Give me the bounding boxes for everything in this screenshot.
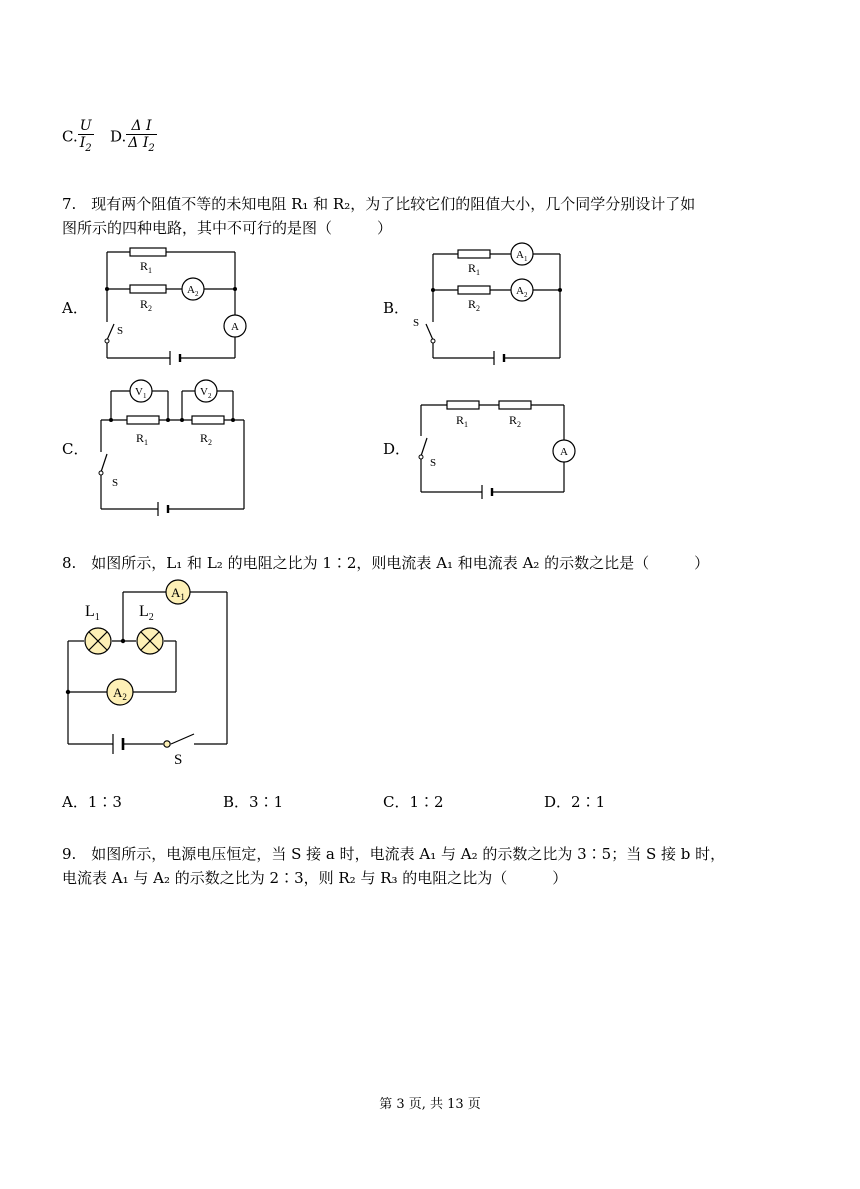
q9-question-line1: 9. 如图所示，电源电压恒定，当 S 接 a 时，电流表 A₁ 与 A₂ 的示数之比为 3∶5；当 S 接 b 时， — [62, 845, 726, 863]
q7b-label-s: S — [413, 317, 420, 329]
q7-option-d-label: D． — [383, 440, 411, 458]
q7d-resistor-r2 — [499, 401, 531, 409]
q6-option-d-denominator: Δ I — [128, 135, 149, 151]
q8-label-s: S — [174, 752, 183, 768]
q8-choice-d: D．2∶1 — [544, 793, 606, 811]
q8-choice-a: A．1∶3 — [62, 793, 122, 811]
q7-option-c-label: C． — [62, 440, 89, 458]
q7b-label-a1: $A_1$ — [516, 249, 528, 263]
q7a-label-a: A — [231, 321, 239, 333]
q7-option-b-label: B． — [383, 299, 410, 317]
q6-option-c-denominator: I — [79, 135, 86, 151]
q8-question: 8. 如图所示，L₁ 和 L₂ 的电阻之比为 1∶2，则电流表 A₁ 和电流表 A₂ 的示数之比是（ ） — [62, 554, 710, 572]
q7d-label-r1: $R_1$ — [456, 413, 469, 429]
q8-label-l1: $L_1$ — [85, 603, 100, 623]
q7-circuit-d — [414, 396, 576, 500]
q7c-label-r2: $R_2$ — [200, 431, 213, 447]
q7-question-line2: 图所示的四种电路，其中不可行的是图（ ） — [62, 219, 393, 237]
q7c-label-s: S — [112, 477, 119, 489]
q8-choice-b: B．3∶1 — [223, 793, 284, 811]
q7d-label-s: S — [430, 457, 437, 469]
q7c-resistor-r1 — [127, 416, 159, 424]
q7d-label-a: A — [560, 446, 568, 458]
q6-option-d-label: D. — [110, 127, 127, 146]
q6-option-c — [62, 118, 94, 157]
q7a-label-a2: $A_2$ — [187, 284, 199, 298]
q7a-label-r2: $R_2$ — [140, 297, 153, 313]
q7c-label-v1: $V_1$ — [135, 386, 147, 400]
q7b-label-r2: $R_2$ — [468, 297, 481, 313]
q6-option-c-fraction — [78, 118, 94, 157]
q6-option-d-fraction — [126, 118, 156, 157]
q7a-resistor-r1 — [130, 248, 166, 256]
q6-option-d-numerator: Δ I — [126, 118, 156, 135]
q9-question-line2: 电流表 A₁ 与 A₂ 的示数之比为 2∶3，则 R₂ 与 R₃ 的电阻之比为（ ） — [62, 869, 568, 887]
q7b-label-a2: $A_2$ — [516, 285, 528, 299]
q7-option-a-label: A． — [62, 299, 88, 317]
q7c-label-r1: $R_1$ — [136, 431, 149, 447]
q7b-label-r1: $R_1$ — [468, 261, 481, 277]
q7d-resistor-r1 — [447, 401, 479, 409]
q7-circuit-b — [412, 242, 572, 366]
q7-circuit-c — [96, 374, 256, 516]
q7c-resistor-r2 — [192, 416, 224, 424]
q7b-resistor-r2 — [458, 286, 490, 294]
q8-label-l2: $L_2$ — [139, 603, 154, 623]
q6-option-c-denominator-sub: 2 — [85, 142, 92, 154]
q6-option-d-denominator-sub: 2 — [148, 142, 155, 154]
q7a-resistor-r2 — [130, 285, 166, 293]
q6-option-c-numerator: U — [78, 118, 94, 135]
q8-label-a1: $A_1$ — [171, 585, 185, 602]
q8-circuit — [60, 578, 240, 772]
q7d-label-r2: $R_2$ — [509, 413, 522, 429]
q8-label-a2: $A_2$ — [113, 685, 127, 702]
q7-circuit-a — [100, 244, 260, 366]
q6-option-c-label: C. — [62, 127, 78, 146]
q7b-resistor-r1 — [458, 250, 490, 258]
q8-choice-c: C．1∶2 — [383, 793, 444, 811]
q6-option-d — [110, 118, 157, 157]
page-footer: 第 3 页, 共 13 页 — [379, 1097, 481, 1112]
q7c-label-v2: $V_2$ — [200, 386, 212, 400]
q7-question-line1: 7. 现有两个阻值不等的未知电阻 R₁ 和 R₂，为了比较它们的阻值大小，几个同学分别设计了如 — [62, 195, 696, 213]
q7a-label-s: S — [117, 325, 124, 337]
q7a-label-r1: $R_1$ — [140, 259, 153, 275]
